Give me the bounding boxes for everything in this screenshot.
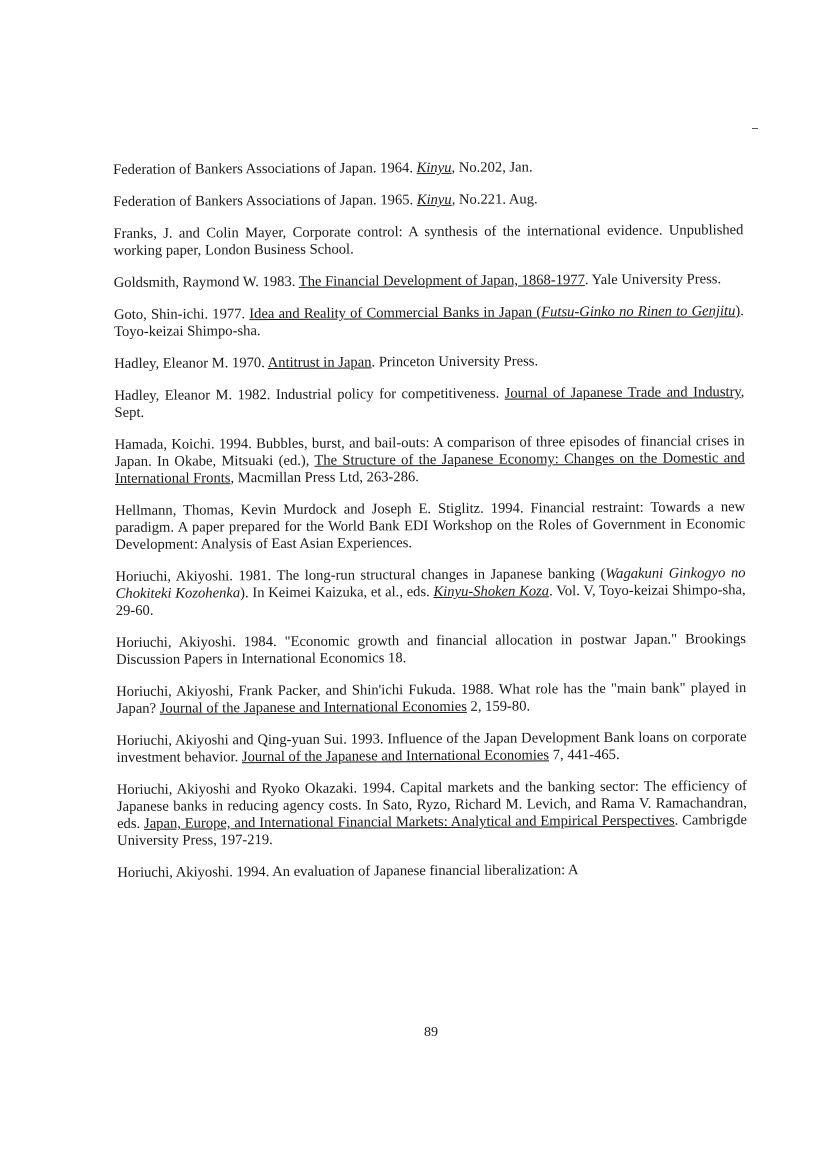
reference-title: Japan, Europe, and International Financial Markets: Analytical and Empirical Perspectives	[143, 812, 675, 832]
reference-entry	[117, 778, 747, 850]
reference-text: Goto, Shin-ichi. 1977.	[113, 306, 250, 323]
reference-text: Hadley, Eleanor M. 1982. Industrial policy for competitiveness.	[114, 385, 505, 404]
reference-title: Journal of Japanese Trade and Industry	[504, 384, 741, 402]
reference-title	[417, 160, 452, 176]
reference-entry	[114, 384, 744, 422]
reference-italic-text: Kinyu	[416, 159, 452, 177]
reference-text: Hamada, Koichi. 1994. Bubbles, burst, and bail-outs: A comparison of three episodes of financial crises in Japan. In Okabe, Mitsuaki (ed.),	[114, 433, 745, 470]
reference-text: , Sept.	[114, 384, 745, 421]
reference-italic-text: Kinyu	[416, 191, 452, 209]
reference-text: . Vol. V, Toyo-keizai Shimpo-sha, 29-60.	[115, 582, 746, 619]
reference-text: Horiuchi, Akiyoshi. 1984. "Economic growth and financial allocation in postwar Japan." Brookings Discussion Papers in International Economics 18.	[115, 631, 746, 668]
reference-title: Journal of the Japanese and International Economies	[241, 747, 550, 766]
reference-entry	[114, 303, 744, 341]
reference-text: , No.221. Aug.	[451, 191, 538, 208]
reference-entry	[115, 499, 745, 554]
reference-text: Horiuchi, Akiyoshi. 1981. The long-run structural changes in Japanese banking (	[115, 566, 606, 585]
reference-list	[113, 158, 747, 897]
reference-text: Hadley, Eleanor M. 1970.	[114, 355, 268, 372]
reference-entry	[115, 565, 745, 620]
scan-mark	[752, 128, 758, 129]
reference-text: Goldsmith, Raymond W. 1983.	[113, 273, 299, 291]
reference-text: Federation of Bankers Associations of Japan. 1964.	[113, 160, 417, 178]
reference-title	[541, 303, 735, 320]
reference-entry	[113, 158, 743, 179]
reference-entry	[116, 631, 746, 669]
reference-text: Horiuchi, Akiyoshi. 1994. An evaluation of Japanese financial liberalization: A	[117, 862, 579, 881]
reference-entry	[114, 271, 744, 292]
reference-entry	[116, 680, 746, 718]
reference-italic-text: Wagakuni Ginkogyo no Chokiteki Kozohenka	[115, 565, 746, 602]
reference-entry	[115, 433, 745, 488]
reference-text: , Macmillan Press Ltd, 263-286.	[230, 469, 419, 487]
reference-text: Horiuchi, Akiyoshi, Frank Packer, and Shin'ichi Fukuda. 1988. What role has the "main bank" played in Japan?	[116, 680, 747, 717]
reference-text: Franks, J. and Colin Mayer, Corporate control: A synthesis of the international evidence. Unpublished working paper, London Business School.	[113, 222, 744, 259]
reference-title: The Financial Development of Japan, 1868-1977	[298, 272, 585, 290]
reference-title	[417, 192, 452, 208]
reference-text: ). In Keimei Kaizuka, et al., eds.	[240, 584, 434, 602]
reference-entry	[114, 352, 744, 373]
reference-italic-text: Kinyu-Shoken Koza	[433, 583, 550, 601]
reference-text: Hellmann, Thomas, Kevin Murdock and Joseph E. Stiglitz. 1994. Financial restraint: Towards a new paradigm. A paper prepared for the World Bank EDI Workshop on the Roles of Government in Economic Development: Analysis of East Asian Experiences.	[115, 499, 746, 553]
reference-title	[433, 583, 549, 600]
reference-text: . Cambrigde University Press, 197-219.	[117, 812, 748, 849]
reference-entry	[116, 729, 746, 767]
reference-entry	[113, 190, 743, 211]
reference-text: 2, 159-80.	[466, 698, 531, 715]
reference-entry	[113, 222, 743, 260]
reference-title: )	[735, 303, 741, 320]
reference-text: . Toyo-keizai Shimpo-sha.	[113, 303, 744, 340]
reference-text: , No.202, Jan.	[451, 159, 533, 176]
reference-entry	[117, 861, 747, 882]
reference-text: Federation of Bankers Associations of Japan. 1965.	[113, 192, 417, 210]
reference-text: . Princeton University Press.	[371, 353, 539, 371]
reference-text: 7, 441-465.	[549, 746, 620, 764]
reference-text: . Yale University Press.	[584, 271, 722, 289]
reference-title: Journal of the Japanese and International Economies	[159, 698, 467, 717]
reference-italic-text: Futsu-Ginko no Rinen to Genjitu	[541, 303, 736, 321]
reference-text: Horiuchi, Akiyoshi and Ryoko Okazaki. 1994. Capital markets and the banking sector: The efficiency of Japanese banks in reducing agency costs. In Sato, Ryzo, Richard M. Levich, and Rama V. Ramachandran, eds.	[116, 778, 747, 832]
page-number: 89	[424, 1025, 438, 1040]
reference-title: Idea and Reality of Commercial Banks in Japan (	[249, 304, 542, 323]
reference-title: The Structure of the Japanese Economy: Changes on the Domestic and International Fronts	[114, 450, 745, 487]
reference-text: Horiuchi, Akiyoshi and Qing-yuan Sui. 1993. Influence of the Japan Development Bank loans on corporate investment behavior.	[116, 729, 747, 766]
reference-title: Antitrust in Japan	[267, 354, 372, 372]
